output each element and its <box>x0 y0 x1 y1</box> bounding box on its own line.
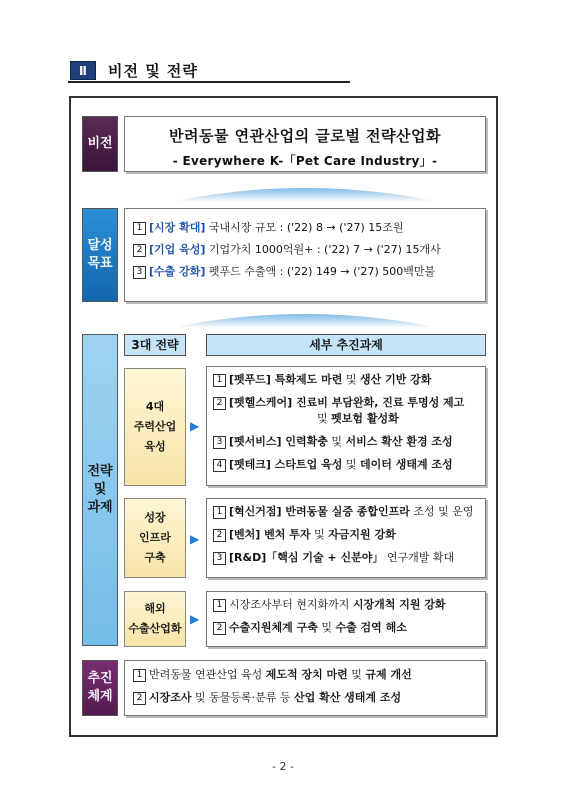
system-text: 및 <box>347 668 366 681</box>
vision-sub: - Everywhere K-「Pet Care Industry」- <box>172 154 438 168</box>
task-item <box>213 528 479 542</box>
task-box <box>206 366 486 486</box>
number-box: 2 <box>133 692 146 705</box>
section-title: 비전 및 전략 <box>108 62 198 80</box>
task-text: 및 <box>327 435 346 448</box>
number-box: 1 <box>133 669 146 682</box>
strategy-line: 수출산업화 <box>128 622 182 635</box>
goal-item <box>133 219 479 241</box>
task-item <box>213 505 479 519</box>
number-box: 2 <box>133 244 146 257</box>
page-number: - 2 - <box>272 760 294 773</box>
strategy-line: 성장 <box>144 511 166 524</box>
vision-main: 반려동물 연관산업의 글로벌 전략산업화 <box>169 127 441 145</box>
strategy-line: 인프라 <box>139 531 171 544</box>
task-bold: 자금지원 강화 <box>328 528 396 541</box>
goal-label <box>82 208 118 302</box>
vision-box <box>124 116 486 172</box>
column-header-strategy: 3대 전략 <box>124 334 186 356</box>
task-item-continued <box>317 412 479 426</box>
task-bold: 생산 기반 강화 <box>359 373 432 386</box>
strategy-line: 해외 <box>144 602 166 615</box>
system-bold: 산업 확산 생태계 조성 <box>294 691 402 704</box>
number-box: 3 <box>213 552 226 565</box>
strategy-label-line3: 과제 <box>87 500 113 515</box>
task-text: 조성 및 운영 <box>409 505 474 518</box>
task-item <box>213 598 479 612</box>
goal-tag: [수출 강화] <box>149 265 206 278</box>
section-header <box>68 59 350 83</box>
number-box: 2 <box>213 622 226 635</box>
task-item <box>213 373 479 387</box>
number-box: 2 <box>213 397 226 410</box>
system-text: 반려동물 연관산업 육성 <box>149 668 266 681</box>
number-box: 1 <box>213 506 226 519</box>
task-bold: 수출지원체계 구축 <box>229 621 318 634</box>
goal-text: 기업가치 1000억원+ : ('22) 7 → ('27) 15개사 <box>205 243 441 256</box>
strategy-label-line1: 전략 <box>87 464 113 479</box>
task-bold: 시장개척 지원 강화 <box>352 598 446 611</box>
task-item <box>213 396 479 410</box>
number-box: 1 <box>213 599 226 612</box>
task-bold: 데이터 생태계 조성 <box>359 458 453 471</box>
task-bold: [펫서비스] 인력확충 <box>229 435 328 448</box>
number-box: 1 <box>133 222 146 235</box>
strategy-line: 주력산업 <box>133 420 177 433</box>
system-label-line2: 체계 <box>87 689 113 704</box>
task-text: 연구개발 확대 <box>383 551 455 564</box>
strategy-cell <box>124 498 186 578</box>
system-bold: 시장조사 <box>149 691 192 704</box>
system-label <box>82 660 118 716</box>
task-text: 및 <box>317 621 336 634</box>
task-bold: [R&D]「핵심 기술 + 신분야」 <box>229 551 384 564</box>
system-box <box>124 660 486 716</box>
task-text: 및 <box>317 412 332 425</box>
system-item <box>133 691 479 705</box>
goal-label-line1: 달성 <box>87 238 113 253</box>
task-text: 및 <box>342 373 360 386</box>
section-number: Ⅱ <box>70 61 96 80</box>
strategy-label <box>82 334 118 646</box>
strategy-label-line2: 및 <box>93 482 107 497</box>
up-arrow-icon <box>180 306 430 328</box>
task-text: 및 <box>310 528 329 541</box>
strategy-cell <box>124 591 186 647</box>
system-bold: 제도적 장치 마련 <box>265 668 348 681</box>
strategy-line: 구축 <box>144 551 166 564</box>
task-item <box>213 435 479 449</box>
number-box: 1 <box>213 374 226 387</box>
goal-tag: [기업 육성] <box>149 243 206 256</box>
task-bold: [펫헬스케어] 진료비 부담완화, 진료 투명성 제고 <box>229 396 465 409</box>
system-label-line1: 추진 <box>87 671 113 686</box>
task-item <box>213 458 479 472</box>
number-box: 2 <box>213 529 226 542</box>
system-text: 및 동물등록·분류 등 <box>191 691 295 704</box>
task-item <box>213 551 479 565</box>
column-header-tasks: 세부 추진과제 <box>206 334 486 356</box>
goal-box <box>124 208 486 302</box>
pointer-arrow-icon: ▶ <box>190 532 200 546</box>
task-bold: [혁신거점] 반려동물 실증 종합인프라 <box>229 505 410 518</box>
task-text: 시장조사부터 현지화까지 <box>229 598 353 611</box>
task-bold: [펫테크] 스타트업 육성 <box>229 458 343 471</box>
task-box <box>206 498 486 578</box>
task-bold: [펫푸드] 특화제도 마련 <box>229 373 343 386</box>
number-box: 4 <box>213 459 226 472</box>
goal-text: 국내시장 규모 : ('22) 8 → ('27) 15조원 <box>205 221 404 234</box>
pointer-arrow-icon: ▶ <box>190 612 200 626</box>
task-text: 및 <box>342 458 360 471</box>
up-arrow-icon <box>180 180 430 202</box>
system-item <box>133 668 479 682</box>
task-item <box>213 621 479 635</box>
goal-item <box>133 263 479 285</box>
number-box: 3 <box>213 436 226 449</box>
goal-text: 펫푸드 수출액 : ('22) 149 → ('27) 500백만불 <box>205 265 436 278</box>
strategy-cell <box>124 368 186 486</box>
task-bold: 수출 검역 해소 <box>335 621 407 634</box>
number-box: 3 <box>133 266 146 279</box>
goal-tag: [시장 확대] <box>149 221 206 234</box>
task-bold: [벤처] 벤처 투자 <box>229 528 311 541</box>
strategy-line: 4대 <box>145 400 165 413</box>
task-box <box>206 591 486 647</box>
pointer-arrow-icon: ▶ <box>190 419 200 433</box>
system-bold: 규제 개선 <box>365 668 412 681</box>
vision-label: 비전 <box>82 116 118 172</box>
task-bold: 서비스 확산 환경 조성 <box>345 435 453 448</box>
goal-label-line2: 목표 <box>87 256 113 271</box>
goal-item <box>133 241 479 263</box>
strategy-line: 육성 <box>144 440 166 453</box>
task-bold: 펫보험 활성화 <box>331 412 399 425</box>
